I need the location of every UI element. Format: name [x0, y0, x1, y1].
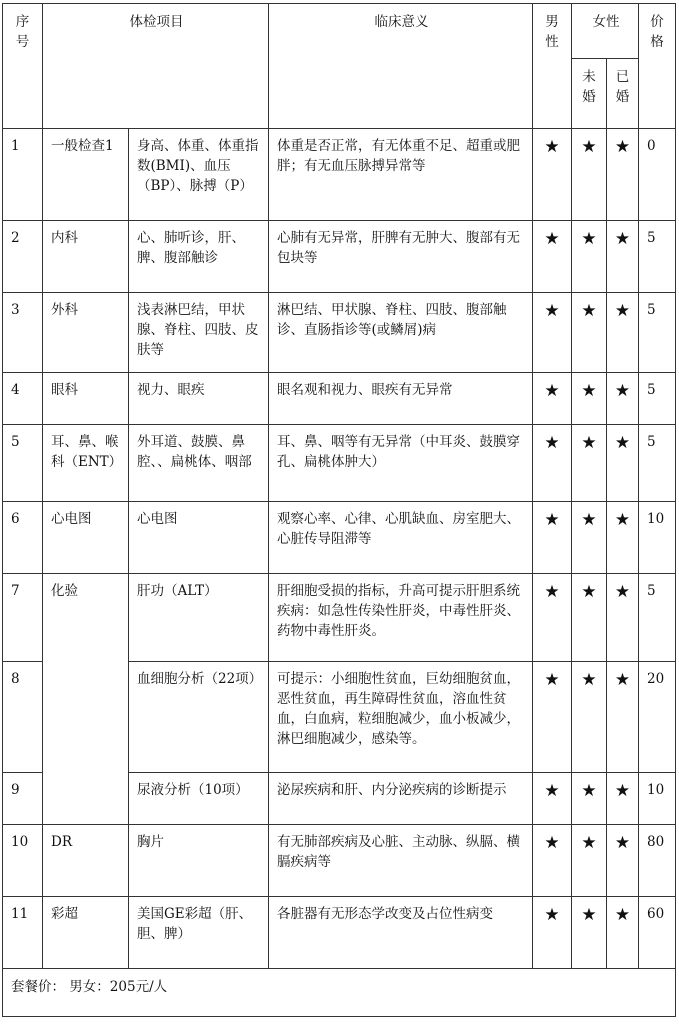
row-item: 胸片	[129, 825, 269, 897]
unmarried-mark	[572, 574, 607, 662]
star-icon: ★	[581, 137, 597, 157]
row-price: 5	[639, 221, 676, 293]
married-mark	[607, 825, 639, 897]
row-item: 美国GE彩超（肝、胆、脾）	[129, 897, 269, 969]
married-mark	[607, 773, 639, 825]
star-icon: ★	[544, 433, 560, 453]
star-icon: ★	[614, 510, 631, 530]
row-meaning: 眼名观和视力、眼疾有无异常	[269, 373, 533, 425]
row-item: 心、肺听诊，肝、脾、腹部触诊	[129, 221, 269, 293]
star-icon: ★	[614, 433, 631, 453]
row-seq: 10	[3, 825, 43, 897]
male-mark	[533, 662, 572, 773]
star-icon: ★	[581, 301, 597, 321]
row-seq: 6	[3, 502, 43, 574]
row-category: 化验	[43, 574, 129, 825]
table-row	[3, 221, 676, 293]
star-icon: ★	[544, 905, 560, 925]
row-item: 尿液分析（10项）	[129, 773, 269, 825]
star-icon: ★	[544, 301, 560, 321]
star-icon: ★	[581, 582, 597, 602]
header-meaning: 临床意义	[269, 4, 533, 129]
star-icon: ★	[581, 833, 597, 853]
star-icon: ★	[581, 510, 597, 530]
package-price-label: 套餐价：	[11, 979, 65, 995]
row-meaning: 泌尿疾病和肝、内分泌疾病的诊断提示	[269, 773, 533, 825]
table-row	[3, 293, 676, 373]
male-mark	[533, 502, 572, 574]
star-icon: ★	[581, 433, 597, 453]
row-meaning: 心肺有无异常，肝脾有无肿大、腹部有无包块等	[269, 221, 533, 293]
star-icon: ★	[614, 781, 631, 801]
star-icon: ★	[544, 137, 560, 157]
male-mark	[533, 425, 572, 502]
star-icon: ★	[614, 301, 631, 321]
married-mark	[607, 129, 639, 221]
row-price: 20	[639, 662, 676, 773]
checkup-package-table	[2, 3, 676, 1017]
star-icon: ★	[614, 381, 631, 401]
unmarried-mark	[572, 129, 607, 221]
row-meaning: 有无肺部疾病及心脏、主动脉、纵膈、横膈疾病等	[269, 825, 533, 897]
star-icon: ★	[614, 670, 631, 690]
star-icon: ★	[544, 582, 560, 602]
table-row	[3, 502, 676, 574]
table-row	[3, 897, 676, 969]
unmarried-mark	[572, 825, 607, 897]
row-item: 浅表淋巴结，甲状腺、脊柱、四肢、皮肤等	[129, 293, 269, 373]
star-icon: ★	[544, 781, 560, 801]
row-meaning: 淋巴结、甲状腺、脊柱、四肢、腹部触诊、直肠指诊等(或鳞屑)病	[269, 293, 533, 373]
row-seq: 4	[3, 373, 43, 425]
row-meaning: 体重是否正常，有无体重不足、超重或肥胖；有无血压脉搏异常等	[269, 129, 533, 221]
star-icon: ★	[581, 229, 597, 249]
header-married: 已婚	[607, 59, 639, 129]
unmarried-mark	[572, 502, 607, 574]
star-icon: ★	[581, 905, 597, 925]
row-category: 眼科	[43, 373, 129, 425]
row-price: 10	[639, 773, 676, 825]
footer-row	[3, 969, 676, 1017]
male-mark	[533, 897, 572, 969]
row-meaning: 观察心率、心律、心肌缺血、房室肥大、心脏传导阻滞等	[269, 502, 533, 574]
row-price: 5	[639, 293, 676, 373]
star-icon: ★	[544, 381, 560, 401]
married-mark	[607, 221, 639, 293]
row-meaning: 耳、鼻、咽等有无异常（中耳炎、鼓膜穿孔、扁桃体肿大）	[269, 425, 533, 502]
male-mark	[533, 574, 572, 662]
married-mark	[607, 425, 639, 502]
row-seq: 8	[3, 662, 43, 773]
male-mark	[533, 293, 572, 373]
star-icon: ★	[581, 781, 597, 801]
row-category: 内科	[43, 221, 129, 293]
table-row	[3, 574, 676, 662]
row-item: 肝功（ALT）	[129, 574, 269, 662]
male-mark	[533, 373, 572, 425]
table-row	[3, 373, 676, 425]
unmarried-mark	[572, 773, 607, 825]
married-mark	[607, 502, 639, 574]
star-icon: ★	[614, 229, 631, 249]
male-mark	[533, 773, 572, 825]
row-meaning: 肝细胞受损的指标，升高可提示肝胆系统疾病：如急性传染性肝炎，中毒性肝炎、药物中毒性肝炎。	[269, 574, 533, 662]
table-row	[3, 825, 676, 897]
row-item: 身高、体重、体重指数(BMI)、血压（BP）、脉搏（P）	[129, 129, 269, 221]
married-mark	[607, 662, 639, 773]
row-price: 60	[639, 897, 676, 969]
row-item: 外耳道、鼓膜、鼻腔、、扁桃体、咽部	[129, 425, 269, 502]
row-price: 5	[639, 373, 676, 425]
row-category: 外科	[43, 293, 129, 373]
row-meaning: 可提示：小细胞性贫血，巨幼细胞贫血，恶性贫血，再生障碍性贫血，溶血性贫血，白血病，粒细胞减少，血小板减少，淋巴细胞减少，感染等。	[269, 662, 533, 773]
married-mark	[607, 897, 639, 969]
row-item: 心电图	[129, 502, 269, 574]
row-category: DR	[43, 825, 129, 897]
header-row	[3, 4, 676, 59]
star-icon: ★	[614, 905, 631, 925]
married-mark	[607, 293, 639, 373]
unmarried-mark	[572, 897, 607, 969]
row-seq: 2	[3, 221, 43, 293]
table-row	[3, 425, 676, 502]
header-item: 体检项目	[43, 4, 269, 129]
star-icon: ★	[544, 510, 560, 530]
row-category: 心电图	[43, 502, 129, 574]
unmarried-mark	[572, 425, 607, 502]
header-female: 女性	[572, 4, 639, 59]
male-mark	[533, 825, 572, 897]
star-icon: ★	[614, 137, 631, 157]
row-seq: 5	[3, 425, 43, 502]
married-mark	[607, 574, 639, 662]
package-price	[3, 969, 676, 1017]
married-mark	[607, 373, 639, 425]
row-seq: 3	[3, 293, 43, 373]
row-item: 视力、眼疾	[129, 373, 269, 425]
header-price: 价格	[639, 4, 676, 129]
row-price: 5	[639, 425, 676, 502]
unmarried-mark	[572, 373, 607, 425]
row-seq: 7	[3, 574, 43, 662]
star-icon: ★	[544, 229, 560, 249]
unmarried-mark	[572, 221, 607, 293]
header-unmarried: 未婚	[572, 59, 607, 129]
row-category: 一般检查1	[43, 129, 129, 221]
male-mark	[533, 221, 572, 293]
row-seq: 9	[3, 773, 43, 825]
row-price: 80	[639, 825, 676, 897]
unmarried-mark	[572, 293, 607, 373]
star-icon: ★	[581, 381, 597, 401]
star-icon: ★	[614, 582, 631, 602]
row-price: 0	[639, 129, 676, 221]
star-icon: ★	[614, 833, 631, 853]
row-price: 5	[639, 574, 676, 662]
row-seq: 11	[3, 897, 43, 969]
male-mark	[533, 129, 572, 221]
row-seq: 1	[3, 129, 43, 221]
header-male: 男性	[533, 4, 572, 129]
table-row	[3, 129, 676, 221]
row-item: 血细胞分析（22项）	[129, 662, 269, 773]
star-icon: ★	[544, 670, 560, 690]
row-category: 彩超	[43, 897, 129, 969]
star-icon: ★	[581, 670, 597, 690]
row-meaning: 各脏器有无形态学改变及占位性病变	[269, 897, 533, 969]
row-category: 耳、鼻、喉科（ENT）	[43, 425, 129, 502]
star-icon: ★	[544, 833, 560, 853]
row-price: 10	[639, 502, 676, 574]
unmarried-mark	[572, 662, 607, 773]
package-price-value: 男女：205元/人	[69, 979, 168, 995]
header-seq: 序号	[3, 4, 43, 129]
